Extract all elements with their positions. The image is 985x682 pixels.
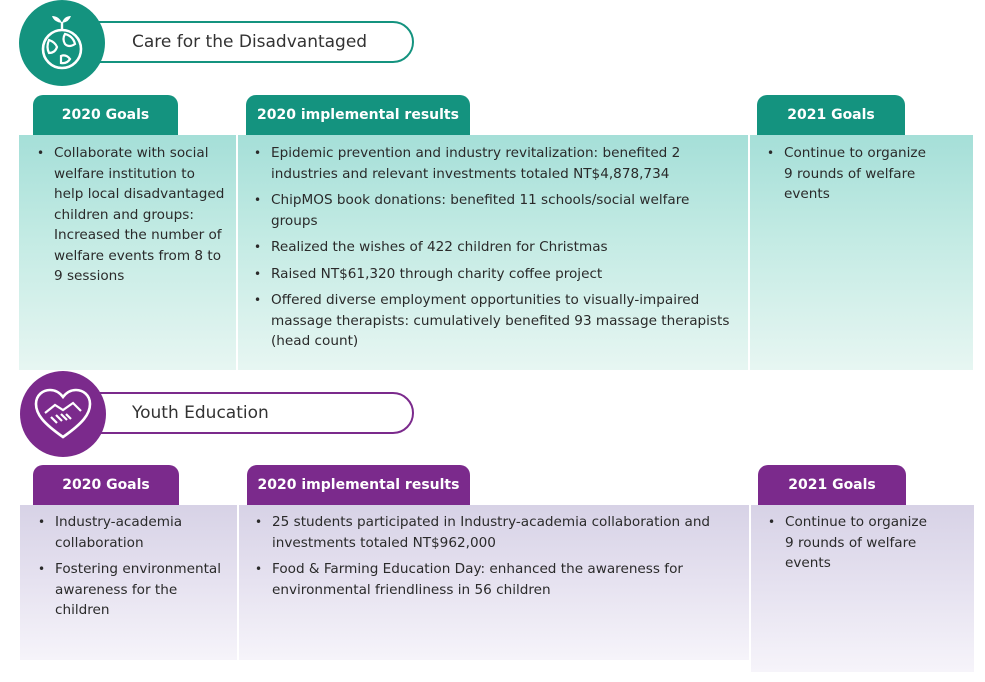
column-header-2020-results: 2020 implemental results — [246, 95, 470, 135]
section-title: Youth Education — [132, 403, 269, 423]
panel-2020-results — [239, 505, 749, 660]
panel-2020-goals — [20, 505, 237, 660]
section-title-pill — [78, 21, 414, 63]
panel-2021-goals — [751, 505, 974, 672]
list-item: • Continue to organize 9 rounds of welfare events — [767, 143, 933, 205]
panel-2020-goals — [19, 135, 236, 370]
column-header-2020-results: 2020 implemental results — [247, 465, 470, 505]
list-item: • ChipMOS book donations: benefited 11 schools/social welfare groups — [254, 190, 736, 231]
list-item: • Industry-academia collaboration — [38, 512, 227, 553]
list-item: • Food & Farming Education Day: enhanced the awareness for environmental friendliness in 56 children — [255, 559, 737, 600]
list-item: • Fostering environmental awareness for the children — [38, 559, 227, 621]
list-item: • Continue to organize 9 rounds of welfare events — [768, 512, 934, 574]
column-header-2020-goals: 2020 Goals — [33, 465, 179, 505]
list-item: • Collaborate with social welfare institution to help local disadvantaged children and groups: Increased the number of welfare events from 8 to 9 sessions — [37, 143, 226, 287]
column-header-2021-goals: 2021 Goals — [758, 465, 906, 505]
section-youth-education — [0, 370, 985, 682]
section-title: Care for the Disadvantaged — [132, 32, 368, 52]
list-item: • Raised NT$61,320 through charity coffee project — [254, 264, 736, 285]
list-item: • 25 students participated in Industry-academia collaboration and investments totaled NT$962,000 — [255, 512, 737, 553]
heart-handshake-icon — [20, 371, 106, 457]
globe-seedling-icon — [19, 0, 105, 86]
list-item: • Realized the wishes of 422 children for Christmas — [254, 237, 736, 258]
column-header-2020-goals: 2020 Goals — [33, 95, 178, 135]
panel-2021-goals — [750, 135, 973, 370]
panel-2020-results — [238, 135, 748, 370]
list-item: • Epidemic prevention and industry revitalization: benefited 2 industries and relevant investments totaled NT$4,878,734 — [254, 143, 736, 184]
list-item: • Offered diverse employment opportunities to visually-impaired massage therapists: cumulatively benefited 93 massage therapists (head count) — [254, 290, 736, 352]
column-header-2021-goals: 2021 Goals — [757, 95, 905, 135]
section-title-pill — [78, 392, 414, 434]
